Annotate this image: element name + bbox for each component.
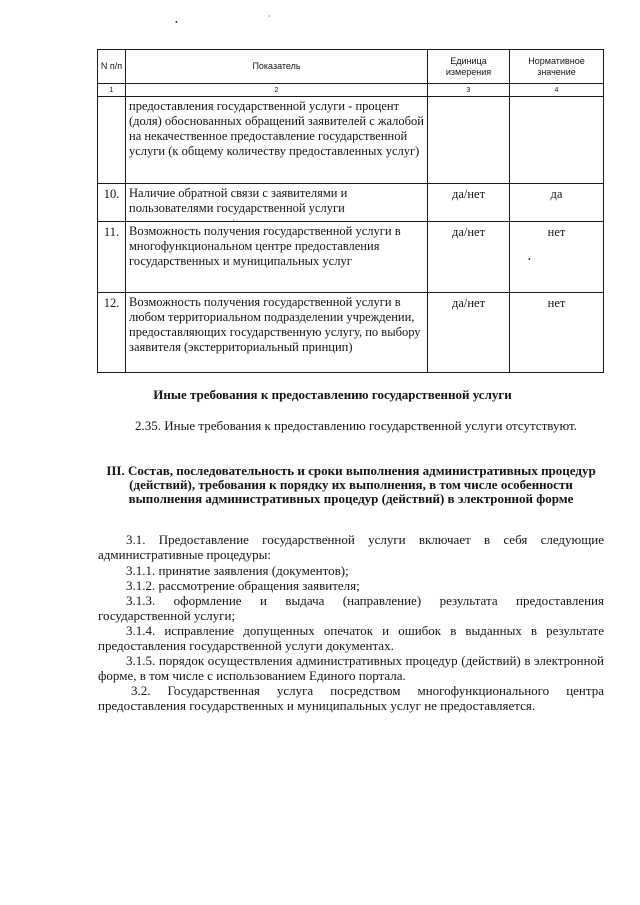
header-value: Нормативное значение [510, 50, 604, 84]
row-value [510, 97, 604, 184]
column-number-row [98, 84, 604, 97]
section-heading-other-requirements: Иные требования к предоставлению государственной услуги [153, 387, 512, 402]
row-num: 10. [98, 184, 126, 222]
list-item: 3.1.1. принятие заявления (документов); [126, 563, 349, 578]
col-number: 3 [428, 84, 510, 97]
header-unit: Единица измерения [428, 50, 510, 84]
row-value: нет [510, 293, 604, 373]
row-indicator: Возможность получения государственной услуги в любом территориальном подразделении учреждении, предоставляющих государственную услугу, по выбору заявителя (экстерриториальный принцип) [126, 293, 428, 373]
header-num: N п/п [98, 50, 126, 84]
scan-speck: • [175, 18, 178, 27]
table-row [98, 97, 604, 184]
scan-speck: · [268, 12, 271, 21]
list-item: 3.1.3. оформление и выдача (направление) результата предоставления государственной услуги; [98, 593, 604, 623]
list-item: 3.1.4. исправление допущенных опечаток и ошибок в выданных в результате предоставления государственной услуги документах. [98, 623, 604, 653]
row-num [98, 97, 126, 184]
row-unit: да/нет [428, 184, 510, 222]
row-unit: да/нет [428, 293, 510, 373]
row-num: 11. [98, 222, 126, 293]
section-heading-iii: III. Состав, последовательность и сроки выполнения административных процедур (действий), требования к порядку их выполнения, в том числе особенности выполнения административных процедур (действий) в электронной форме [106, 463, 596, 506]
paragraph-3-1: 3.1. Предоставление государственной услуги включает в себя следующие административные процедуры: [98, 532, 604, 562]
table-row [98, 184, 604, 222]
row-value: да [510, 184, 604, 222]
row-unit: да/нет [428, 222, 510, 293]
row-unit [428, 97, 510, 184]
table-row [98, 293, 604, 373]
indicators-table [97, 49, 604, 373]
scan-speck: · [232, 216, 235, 225]
row-value: нет [510, 222, 604, 293]
row-num: 12. [98, 293, 126, 373]
row-indicator: Возможность получения государственной услуги в многофункциональном центре предоставления государственных и муниципальных услуг [126, 222, 428, 293]
paragraph-2-35: 2.35. Иные требования к предоставлению государственной услуги отсутствуют. [135, 418, 577, 433]
list-item: 3.1.5. порядок осуществления административных процедур (действий) в электронной форме, в том числе с использованием Единого портала. [98, 653, 604, 683]
row-indicator: предоставления государственной услуги - процент (доля) обоснованных обращений заявителей с жалобой на некачественное предоставление государственной услуги (к общему количеству предоставленных услуг) [126, 97, 428, 184]
header-indicator: Показатель [126, 50, 428, 84]
col-number: 1 [98, 84, 126, 97]
col-number: 4 [510, 84, 604, 97]
col-number: 2 [126, 84, 428, 97]
row-indicator: Наличие обратной связи с заявителями и пользователями государственной услуги [126, 184, 428, 222]
paragraph-3-2: 3.2. Государственная услуга посредством многофункционального центра предоставления государственных и муниципальных услуг не предоставляется. [98, 683, 604, 713]
list-item: 3.1.2. рассмотрение обращения заявителя; [126, 578, 360, 593]
table-header-row [98, 50, 604, 84]
scan-speck: • [528, 255, 531, 264]
